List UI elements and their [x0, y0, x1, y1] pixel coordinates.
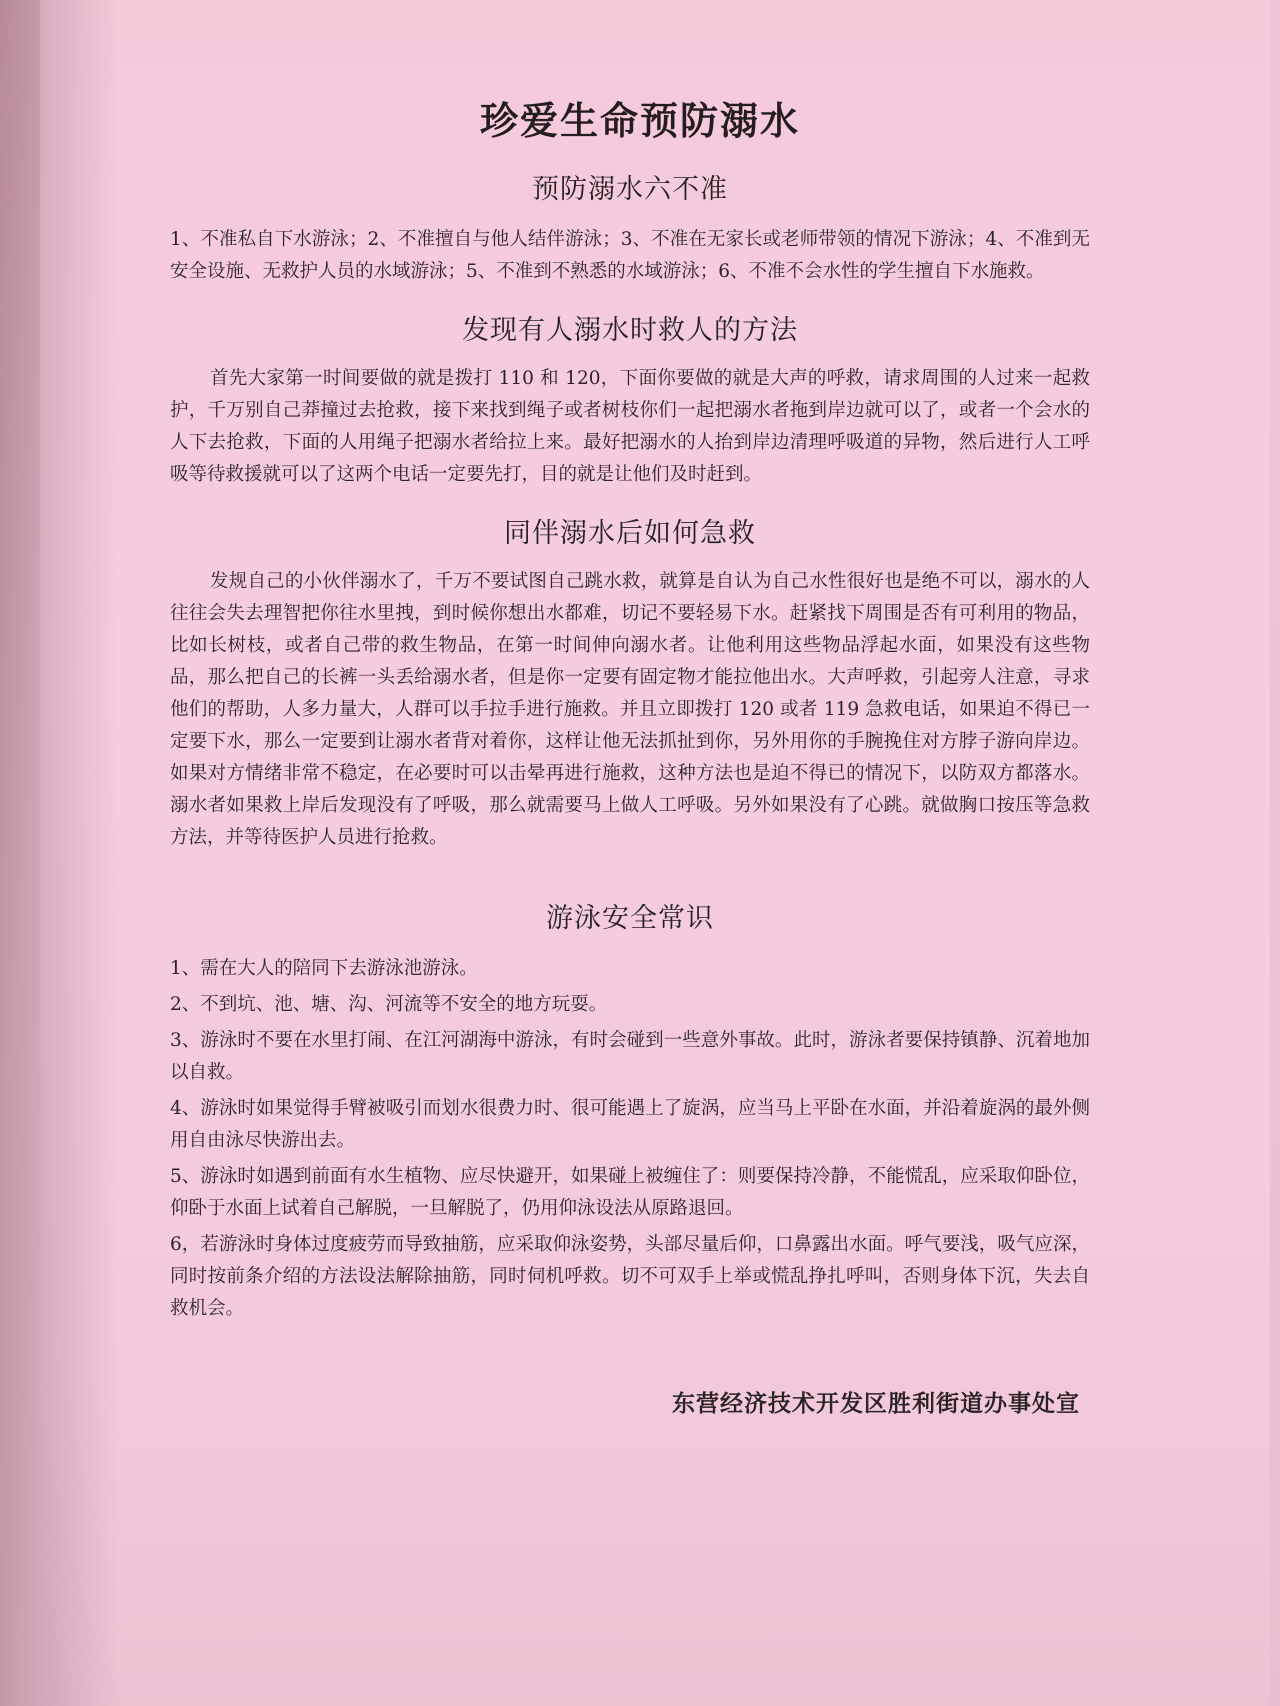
- list-item: 3、游泳时不要在水里打闹、在江河湖海中游泳，有时会碰到一些意外事故。此时，游泳者要保持镇静、沉着地加以自救。: [170, 1030, 1090, 1083]
- list-item: 4、游泳时如果觉得手臂被吸引而划水很费力时、很可能遇上了旋涡，应当马上平卧在水面，并沿着旋涡的最外侧用自由泳尽快游出去。: [170, 1098, 1090, 1151]
- list-item: 2、不到坑、池、塘、沟、河流等不安全的地方玩耍。: [170, 994, 608, 1015]
- section-heading-six-rules: 预防溺水六不准: [532, 174, 728, 205]
- section-heading-companion-first-aid: 同伴溺水后如何急救: [504, 518, 756, 549]
- list-item: 6，若游泳时身体过度疲劳而导致抽筋，应采取仰泳姿势，头部尽量后仰，口鼻露出水面。呼气要浅，吸气应深，同时按前条介绍的方法设法解除抽筋，同时伺机呼救。切不可双手上举或慌乱挣扎呼叫，否则身体下沉，失去自救机会。: [170, 1234, 1090, 1319]
- section-heading-rescue-method: 发现有人溺水时救人的方法: [462, 315, 798, 346]
- six-rules-text: 1、不准私自下水游泳；2、不准擅自与他人结伴游泳；3、不准在无家长或老师带领的情况下游泳；4、不准到无安全设施、无救护人员的水域游泳；5、不准到不熟悉的水域游泳；6、不准不会水性的学生擅自下水施救。: [170, 229, 1090, 282]
- section-heading-swim-safety: 游泳安全常识: [546, 903, 714, 934]
- rescue-method-text: 首先大家第一时间要做的就是拨打 110 和 120，下面你要做的就是大声的呼救，请求周围的人过来一起救护，千万别自己莽撞过去抢救，接下来找到绳子或者树枝你们一起把溺水者拖到岸边就可以了，或者一个会水的人下去抢救，下面的人用绳子把溺水者给拉上来。最好把溺水的人抬到岸边清理呼吸道的异物，然后进行人工呼吸等待救援就可以了这两个电话一定要先打，目的就是让他们及时赶到。: [170, 368, 1090, 485]
- document-title: 珍爱生命预防溺水: [479, 99, 800, 143]
- list-item: 5、游泳时如遇到前面有水生植物、应尽快避开，如果碰上被缠住了：则要保持冷静，不能慌乱，应采取仰卧位，仰卧于水面上试着自己解脱，一旦解脱了，仍用仰泳设法从原路退回。: [170, 1166, 1090, 1219]
- issuer-footer: 东营经济技术开发区胜利街道办事处宣: [672, 1391, 1080, 1417]
- swim-safety-list: [170, 953, 1090, 1325]
- companion-first-aid-text: 发规自己的小伙伴溺水了，千万不要试图自己跳水救，就算是自认为自己水性很好也是绝不可以，溺水的人往往会失去理智把你往水里拽，到时候你想出水都难，切记不要轻易下水。赶紧找下周围是否有可利用的物品，比如长树枝，或者自己带的救生物品，在第一时间伸向溺水者。让他利用这些物品浮起水面，如果没有这些物品，那么把自己的长裤一头丢给溺水者，但是你一定要有固定物才能拉他出水。大声呼救，引起旁人注意，寻求他们的帮助，人多力量大，人群可以手拉手进行施救。并且立即拨打 120 或者 119 急救电话，如果迫不得已一定要下水，那么一定要到让溺水者背对着你，这样让他无法抓扯到你，另外用你的手腕挽住对方脖子游向岸边。如果对方情绪非常不稳定，在必要时可以击晕再进行施救，这种方法也是迫不得已的情况下，以防双方都落水。溺水者如果救上岸后发现没有了呼吸，那么就需要马上做人工呼吸。另外如果没有了心跳。就做胸口按压等急救方法，并等待医护人员进行抢救。: [170, 571, 1090, 848]
- list-item: 1、需在大人的陪同下去游泳池游泳。: [170, 958, 478, 979]
- document-body: [170, 90, 1090, 1418]
